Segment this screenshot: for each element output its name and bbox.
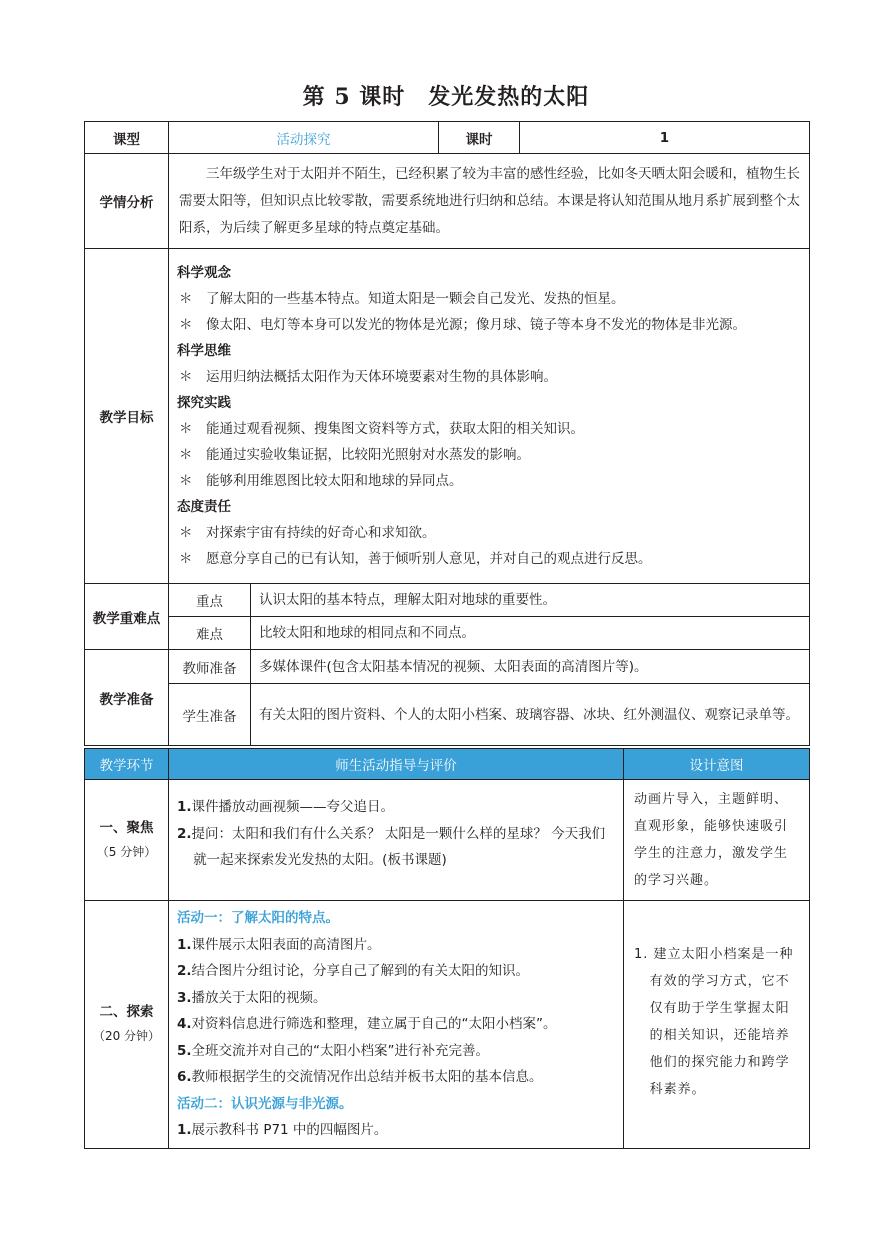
lesson-period-label: 课时: [439, 122, 520, 154]
teaching-process-table: [84, 748, 810, 1149]
difficult-text: 比较太阳和地球的相同点和不同点。: [259, 625, 475, 641]
header-intent: 设计意图: [624, 749, 810, 780]
goal-item: ＊ 能通过观看视频、搜集图文资料等方式，获取太阳的相关知识。: [179, 421, 584, 437]
goal-heading: 科学思维: [177, 343, 231, 359]
header-stage: 教学环节: [85, 749, 169, 780]
header-activities: 师生活动指导与评价: [169, 749, 624, 780]
activity-item: 2.结合图片分组讨论，分享自己了解到的有关太阳的知识。: [177, 963, 530, 979]
keypoints-label: 教学重难点: [85, 584, 169, 650]
goal-item: ＊ 对探索宇宙有持续的好奇心和求知欲。: [179, 525, 436, 541]
lesson-type-label: 课型: [85, 122, 169, 154]
teacher-prep-label: 教师准备: [169, 650, 251, 684]
page-title: 第 5 课时 发光发热的太阳: [302, 84, 590, 110]
stage-row: [85, 780, 810, 901]
analysis-row: [85, 154, 810, 249]
lesson-type-row: [85, 122, 810, 154]
student-prep-text: 有关太阳的图片资料、个人的太阳小档案、玻璃容器、冰块、红外测温仪、观察记录单等。: [259, 706, 799, 723]
stage-name: 二、探索: [99, 1004, 154, 1021]
activity-item: 3.播放关于太阳的视频。: [177, 989, 327, 1006]
keypoint-row: [85, 584, 810, 617]
student-prep-row: [85, 684, 810, 746]
activity-item: 5.全班交流并对自己的“太阳小档案”进行补充完善。: [177, 1042, 490, 1059]
stage-intent: 动画片导入，主题鲜明、直观形象，能够快速吸引学生的注意力，激发学生的学习兴趣。: [634, 792, 789, 888]
activity-item: 1.课件展示太阳表面的高清图片。: [177, 936, 381, 953]
goal-item: ＊ 愿意分享自己的已有认知，善于倾听别人意见，并对自己的观点进行反思。: [179, 551, 652, 567]
prep-label: 教学准备: [85, 650, 169, 746]
stage-intent: 1. 建立太阳小档案是一种有效的学习方式，它不仅有助于学生掌握太阳的相关知识，还能培养他们的探究能力和跨学科素养。: [634, 947, 794, 1097]
activity-item: 6.教师根据学生的交流情况作出总结并板书太阳的基本信息。: [177, 1069, 543, 1085]
student-prep-label: 学生准备: [169, 684, 251, 746]
goals-list: [169, 256, 809, 576]
goals-label: 教学目标: [85, 249, 169, 584]
activity-item: 4.对资料信息进行筛选和整理，建立属于自己的“太阳小档案”。: [177, 1016, 557, 1032]
goal-heading: 态度责任: [177, 499, 231, 515]
teacher-prep-text: 多媒体课件(包含太阳基本情况的视频、太阳表面的高清图片等)。: [259, 658, 648, 675]
teacher-prep-row: [85, 650, 810, 684]
stage-time: （5 分钟）: [96, 845, 157, 859]
analysis-label: 学情分析: [85, 154, 169, 249]
stage-activities: [169, 901, 623, 1148]
goals-row: [85, 249, 810, 584]
key-label: 重点: [169, 584, 251, 617]
lesson-info-table: [84, 121, 810, 746]
goal-item: ＊ 能通过实验收集证据，比较阳光照射对水蒸发的影响。: [179, 447, 530, 463]
stage-activities: [169, 780, 623, 878]
stage-time: （20 分钟）: [92, 1029, 161, 1044]
goal-heading: 科学观念: [177, 265, 231, 281]
process-header-row: [85, 749, 810, 780]
difficult-row: [85, 617, 810, 650]
stage-row: [85, 901, 810, 1149]
analysis-text: 三年级学生对于太阳并不陌生，已经积累了较为丰富的感性经验，比如冬天晒太阳会暖和，植物生长需要太阳等，但知识点比较零散，需要系统地进行归纳和总结。本课是将认知范围从地月系扩展到整个太阳系，为后续了解更多星球的特点奠定基础。: [179, 165, 800, 236]
activity-item: 1.展示教科书 P71 中的四幅图片。: [177, 1122, 388, 1138]
lesson-period-value: 1: [520, 122, 810, 154]
key-text: 认识太阳的基本特点，理解太阳对地球的重要性。: [259, 592, 556, 608]
stage-name: 一、聚焦: [99, 820, 154, 836]
goal-item: ＊ 运用归纳法概括太阳作为天体环境要素对生物的具体影响。: [179, 369, 557, 385]
activity-item: 2.提问：太阳和我们有什么关系？ 太阳是一颗什么样的星球？ 今天我们就一起来探索发光发热的太阳。(板书课题): [177, 825, 606, 868]
activity-item: 1.课件播放动画视频——夸父追日。: [177, 799, 395, 815]
goal-item: ＊ 像太阳、电灯等本身可以发光的物体是光源；像月球、镜子等本身不发光的物体是非光源。: [179, 317, 746, 333]
goal-heading: 探究实践: [177, 395, 231, 411]
goal-item: ＊ 能够利用维恩图比较太阳和地球的异同点。: [179, 473, 463, 489]
difficult-label: 难点: [169, 617, 251, 650]
activity-heading: 活动一：了解太阳的特点。: [177, 910, 339, 926]
lesson-type-value: 活动探究: [169, 122, 439, 154]
goal-item: ＊ 了解太阳的一些基本特点。知道太阳是一颗会自己发光、发热的恒星。: [179, 291, 625, 307]
activity-heading: 活动二：认识光源与非光源。: [177, 1095, 353, 1112]
